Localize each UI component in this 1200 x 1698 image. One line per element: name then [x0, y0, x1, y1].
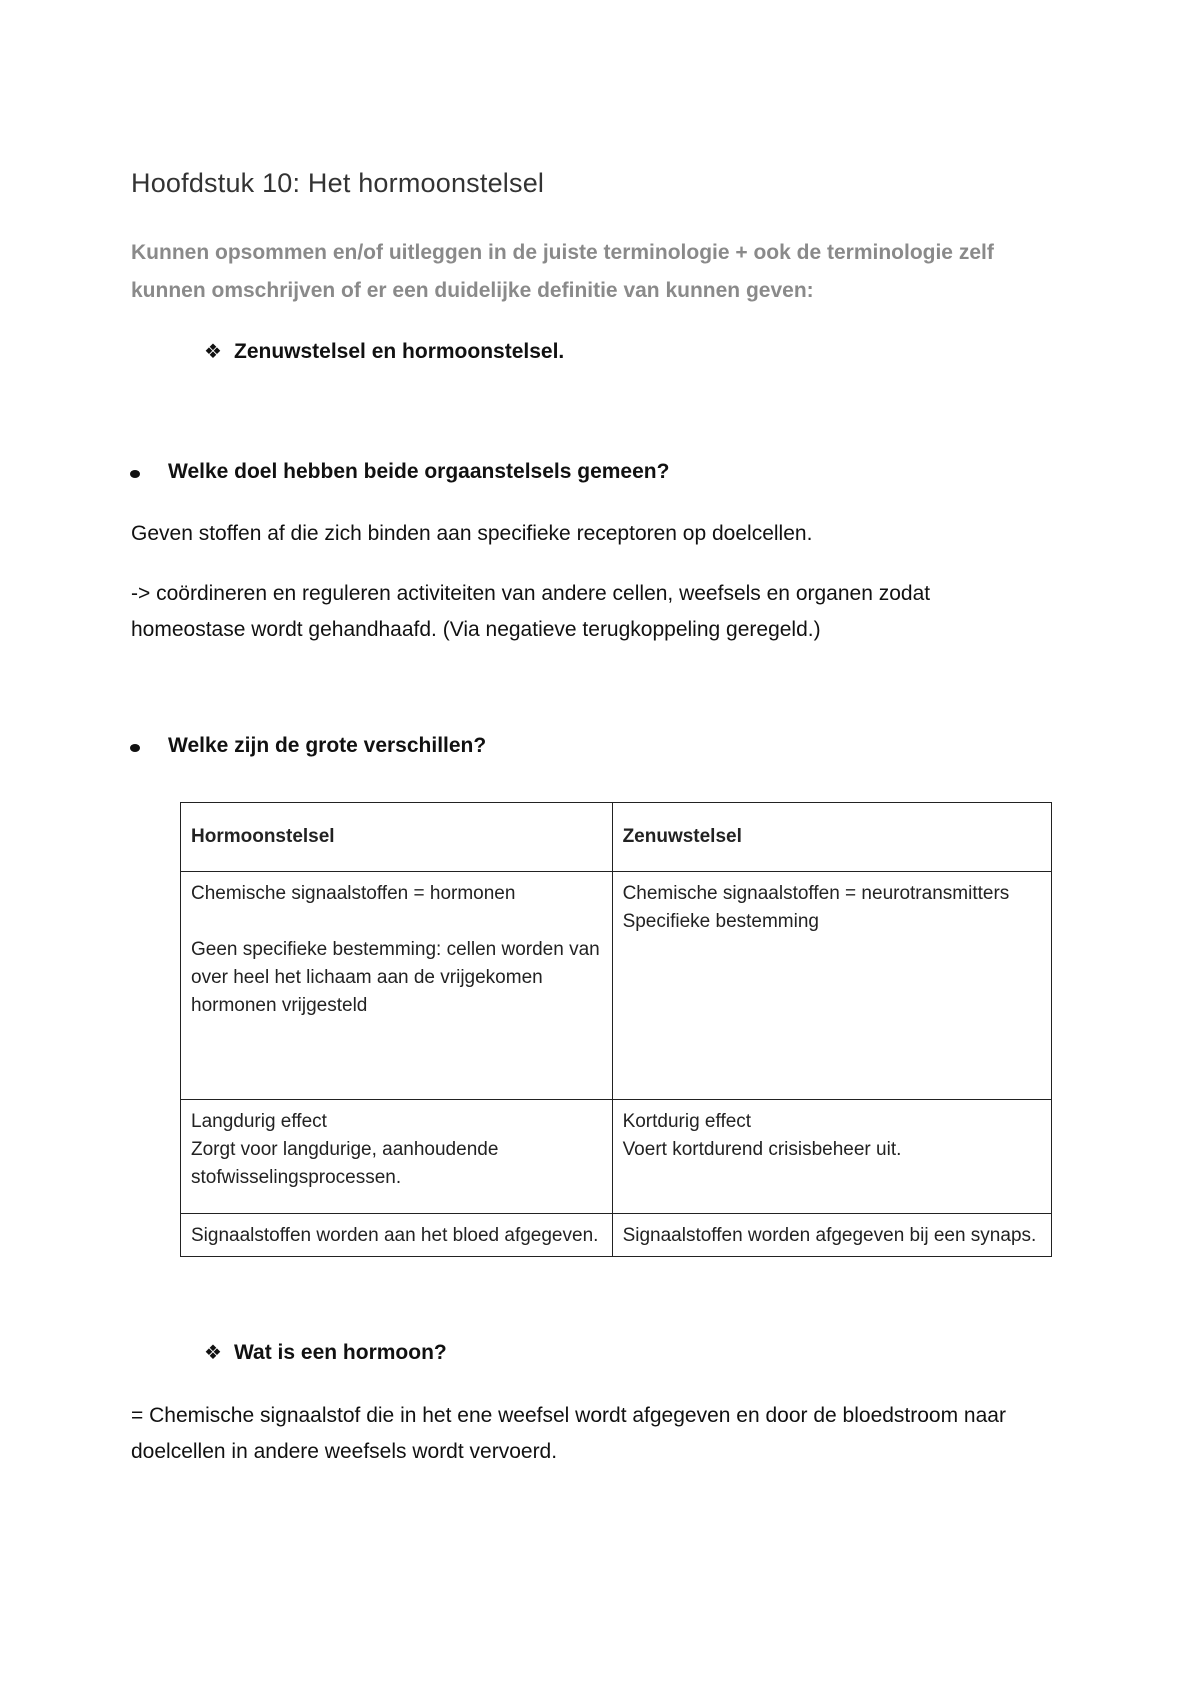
- cell-text: Kortdurig effect: [622, 1111, 752, 1132]
- table-row: [181, 1214, 1052, 1257]
- table-cell: [612, 1214, 1051, 1257]
- cell-text: Chemische signaalstoffen = hormonen: [191, 883, 516, 904]
- table-header-cell: Hormoonstelsel: [181, 803, 613, 872]
- diamond-bullet-icon: ❖: [204, 341, 222, 363]
- cell-text: Langdurig effect: [191, 1111, 327, 1132]
- question-verschillen: Welke zijn de grote verschillen?: [168, 734, 487, 757]
- bullet-dot-icon: [130, 744, 140, 752]
- diamond-bullet-icon: ❖: [204, 1342, 222, 1364]
- table-cell: [181, 1214, 613, 1257]
- page-title: Hoofdstuk 10: Het hormoonstelsel: [131, 168, 545, 198]
- bullet-dot-icon: [130, 470, 140, 478]
- cell-text: Chemische signaalstoffen = neurotransmitters: [622, 883, 1010, 904]
- section-heading-zenuwstelsel: [204, 339, 564, 364]
- table-row: [181, 872, 1052, 1100]
- section-heading-label: Zenuwstelsel en hormoonstelsel.: [234, 340, 565, 363]
- cell-text: Voert kortdurend crisisbeheer uit.: [622, 1139, 902, 1160]
- section-heading-label: Wat is een hormoon?: [234, 1341, 447, 1364]
- cell-text: Zorgt voor langdurige, aanhoudende stofwisselingsprocessen.: [191, 1139, 499, 1188]
- table-row: [181, 1100, 1052, 1214]
- table-cell: [612, 872, 1051, 1100]
- cell-text: Geen specifieke bestemming: cellen worden van over heel het lichaam aan de vrijgekomen hormonen vrijgesteld: [191, 939, 600, 1016]
- table-cell: [612, 1100, 1051, 1214]
- answer-paragraph-1: Geven stoffen af die zich binden aan specifieke receptoren op doelcellen.: [131, 522, 813, 545]
- table-header-row: [181, 803, 1052, 872]
- comparison-table: [180, 802, 1052, 1257]
- cell-text: Signaalstoffen worden aan het bloed afgegeven.: [191, 1225, 599, 1246]
- cell-text: Signaalstoffen worden afgegeven bij een synaps.: [622, 1225, 1037, 1246]
- table-cell: [181, 872, 613, 1100]
- question-doel: Welke doel hebben beide orgaanstelsels gemeen?: [168, 460, 670, 483]
- cell-text: Specifieke bestemming: [622, 911, 819, 932]
- answer-paragraph-2: -> coördineren en reguleren activiteiten van andere cellen, weefsels en organen zodat homeostase wordt gehandhaafd. (Via negatieve terugkoppeling geregeld.): [131, 582, 931, 641]
- table-header-cell: Zenuwstelsel: [612, 803, 1051, 872]
- section-heading-hormoon: [204, 1340, 447, 1365]
- intro-paragraph: Kunnen opsommen en/of uitleggen in de juiste terminologie + ook de terminologie zelf kunnen omschrijven of er een duidelijke definitie van kunnen geven:: [131, 241, 994, 302]
- table-cell: [181, 1100, 613, 1214]
- answer-paragraph-hormoon: = Chemische signaalstof die in het ene weefsel wordt afgegeven en door de bloedstroom naar doelcellen in andere weefsels wordt vervoerd.: [131, 1404, 1006, 1463]
- cell-spacer: [191, 908, 602, 936]
